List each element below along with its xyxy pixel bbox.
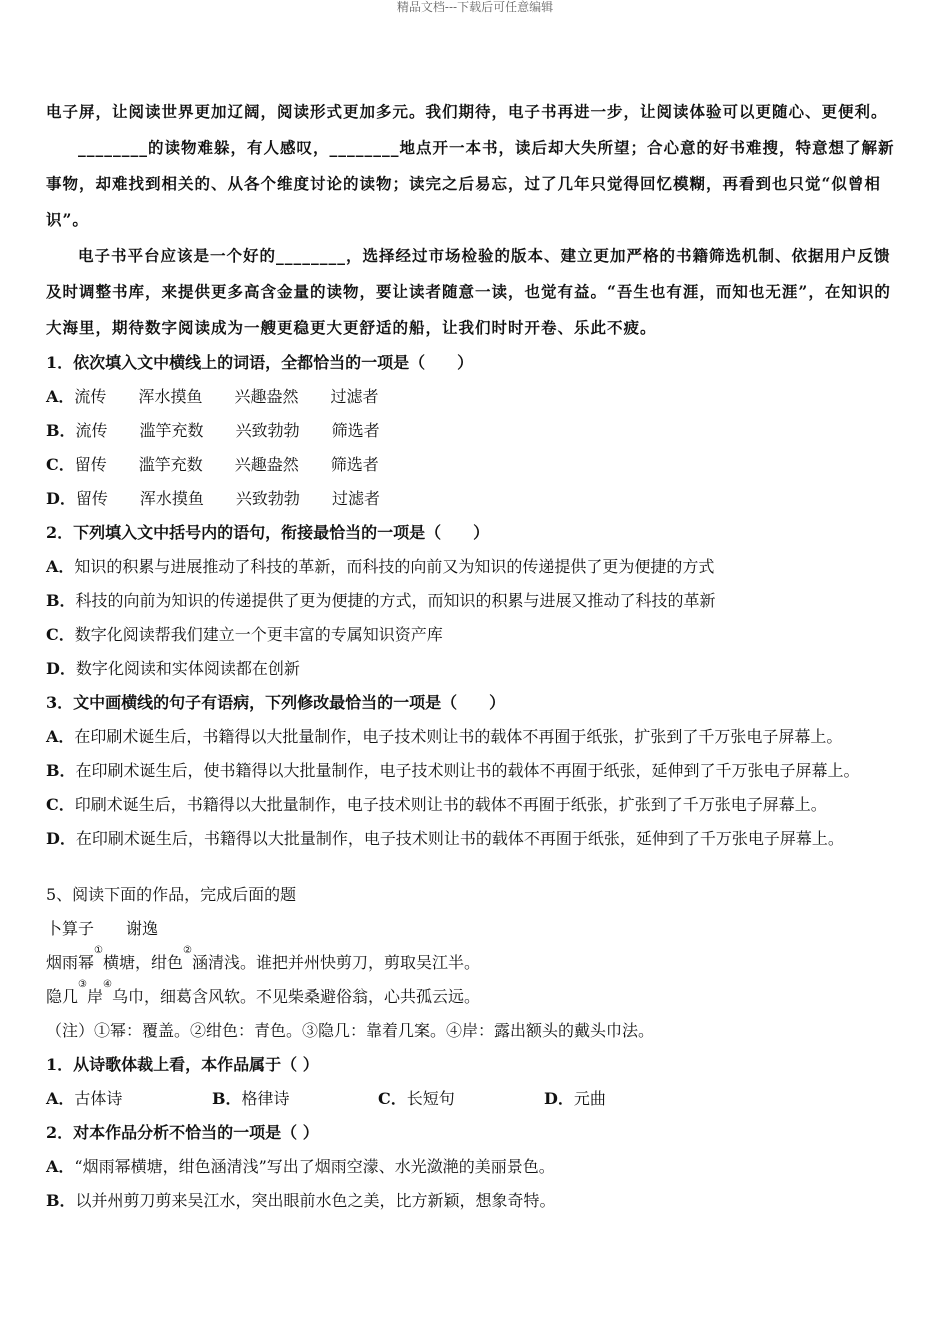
option-letter: C． [378, 1089, 407, 1108]
q1-stem: 1．依次填入文中横线上的词语，全都恰当的一项是（ ） [46, 353, 474, 372]
option-letter: B． [46, 421, 76, 440]
option-text: “烟雨幂横塘，绀色涵清浅”写出了烟雨空濛、水光潋滟的美丽景色。 [74, 1157, 555, 1176]
option-word: 滥竽充数 [138, 455, 203, 474]
option-letter: C． [46, 795, 75, 814]
footnote-mark: ④ [103, 979, 112, 990]
poem-note: （注）①幂：覆盖。②绀色：青色。③隐几：靠着几案。④岸：露出额头的戴头巾法。 [46, 1021, 655, 1040]
option-letter: B． [46, 1191, 76, 1210]
option-text: 印刷术诞生后，书籍得以大批量制作，电子技术则让书的载体不再囿于纸张，扩张到了千万张电子屏幕上。 [74, 795, 827, 814]
option-word: 过滤者 [330, 387, 379, 406]
section-spacer [46, 856, 902, 878]
option-word: 筛选者 [331, 421, 380, 440]
option-word: 流传 [75, 421, 108, 440]
footnote-mark: ① [94, 945, 103, 956]
option-letter: D． [46, 659, 76, 678]
option-word: 滥竽充数 [139, 421, 204, 440]
poem-text: 岸 [86, 987, 103, 1006]
option-word: 流传 [74, 387, 107, 406]
option-text: 长短句 [406, 1089, 455, 1108]
poem-text: 隐几 [46, 987, 79, 1006]
s5q1-options [46, 1082, 902, 1116]
q2-stem: 2．下列填入文中括号内的语句，衔接最恰当的一项是（ ） [46, 523, 490, 542]
option-text: 知识的积累与进展推动了科技的革新，而科技的向前又为知识的传递提供了更为便捷的方式 [74, 557, 715, 576]
s5q1-option-d [544, 1082, 710, 1116]
option-text: 元曲 [573, 1089, 606, 1108]
option-letter: A． [46, 557, 75, 576]
option-word: 兴趣盎然 [234, 387, 299, 406]
poem-title: 卜算子 谢逸 [46, 919, 159, 938]
q3-option-b [46, 754, 902, 788]
q3-option-a [46, 720, 902, 754]
option-text: 数字化阅读和实体阅读都在创新 [75, 659, 300, 678]
footnote-mark: ③ [78, 979, 87, 990]
option-word: 留传 [74, 455, 107, 474]
poem-line-2 [46, 980, 902, 1014]
poem-text: 烟雨幂 [46, 953, 95, 972]
option-letter: D． [46, 489, 76, 508]
page-header: 精品文档---下载后可任意编辑 [396, 0, 554, 14]
s5q2-option-a [46, 1150, 902, 1184]
q1-option-a [46, 380, 902, 414]
option-word: 筛选者 [330, 455, 379, 474]
option-text: 数字化阅读帮我们建立一个更丰富的专属知识资产库 [74, 625, 443, 644]
option-word: 兴趣盎然 [234, 455, 299, 474]
option-word: 兴致勃勃 [235, 489, 300, 508]
s5q2-option-b [46, 1184, 902, 1218]
s5q2-stem: 2．对本作品分析不恰当的一项是（ ） [46, 1123, 319, 1142]
option-letter: D． [46, 829, 76, 848]
q1-option-b [46, 414, 902, 448]
option-letter: B． [212, 1089, 242, 1108]
option-word: 留传 [75, 489, 108, 508]
q3-option-c [46, 788, 902, 822]
option-letter: B． [46, 591, 76, 610]
q3-stem: 3．文中画横线的句子有语病，下列修改最恰当的一项是（ ） [46, 693, 506, 712]
option-letter: D． [544, 1089, 574, 1108]
q1-option-d [46, 482, 902, 516]
option-text: 以并州剪刀剪来吴江水，突出眼前水色之美，比方新颖，想象奇特。 [75, 1191, 556, 1210]
option-letter: B． [46, 761, 76, 780]
s5q1-option-b [212, 1082, 378, 1116]
poem-text: 乌巾，细葛含风软。不见柴桑避俗翁，心共孤云远。 [111, 987, 480, 1006]
s5q1-option-c [378, 1082, 544, 1116]
option-text: 在印刷术诞生后，书籍得以大批量制作，电子技术则让书的载体不再囿于纸张，扩张到了千万张电子屏幕上。 [74, 727, 843, 746]
passage-paragraph-3: 电子书平台应该是一个好的________，选择经过市场检验的版本、建立更加严格的书籍筛选机制、依据用户反馈及时调整书库，来提供更多高含金量的读物，要让读者随意一读，也觉有益。“吾生也有涯，而知也无涯”，在知识的大海里，期待数字阅读成为一艘更稳更大更舒适的船，让我们时时开卷、乐此不疲。 [46, 246, 891, 337]
document-body [46, 94, 902, 1218]
option-letter: A． [46, 1089, 75, 1108]
passage-paragraph-2: ________的读物难躲，有人感叹，________地点开一本书，读后却大失所望；合心意的好书难搜，特意想了解新事物，却难找到相关的、从各个维度讨论的读物；读完之后易忘，过了几年只觉得回忆模糊，再看到也只觉“似曾相识”。 [46, 138, 895, 229]
option-letter: A． [46, 1157, 75, 1176]
option-word: 兴致勃勃 [235, 421, 300, 440]
section5-title: 5、阅读下面的作品，完成后面的题 [46, 885, 297, 904]
s5q1-option-a [46, 1082, 212, 1116]
q2-option-b [46, 584, 902, 618]
option-text: 在印刷术诞生后，使书籍得以大批量制作，电子技术则让书的载体不再囿于纸张，延伸到了千万张电子屏幕上。 [75, 761, 860, 780]
q2-option-a [46, 550, 902, 584]
q2-option-c [46, 618, 902, 652]
q3-option-d [46, 822, 902, 856]
passage-paragraph-1: 电子屏，让阅读世界更加辽阔，阅读形式更加多元。我们期待，电子书再进一步，让阅读体验可以更随心、更便利。 [46, 102, 888, 121]
option-letter: A． [46, 387, 75, 406]
option-letter: A． [46, 727, 75, 746]
option-text: 在印刷术诞生后，书籍得以大批量制作，电子技术则让书的载体不再囿于纸张，延伸到了千万张电子屏幕上。 [75, 829, 844, 848]
option-word: 浑水摸鱼 [139, 489, 204, 508]
poem-line-1 [46, 946, 902, 980]
option-word: 过滤者 [331, 489, 380, 508]
s5q1-stem: 1．从诗歌体裁上看，本作品属于（ ） [46, 1055, 319, 1074]
option-text: 格律诗 [241, 1089, 290, 1108]
option-letter: C． [46, 625, 75, 644]
q2-option-d [46, 652, 902, 686]
option-word: 浑水摸鱼 [138, 387, 203, 406]
footnote-mark: ② [183, 945, 192, 956]
option-letter: C． [46, 455, 75, 474]
option-text: 古体诗 [74, 1089, 123, 1108]
poem-text: 涵清浅。谁把并州快剪刀，剪取吴江半。 [191, 953, 480, 972]
option-text: 科技的向前为知识的传递提供了更为便捷的方式，而知识的积累与进展又推动了科技的革新 [75, 591, 716, 610]
poem-text: 横塘，绀色 [102, 953, 183, 972]
q1-option-c [46, 448, 902, 482]
